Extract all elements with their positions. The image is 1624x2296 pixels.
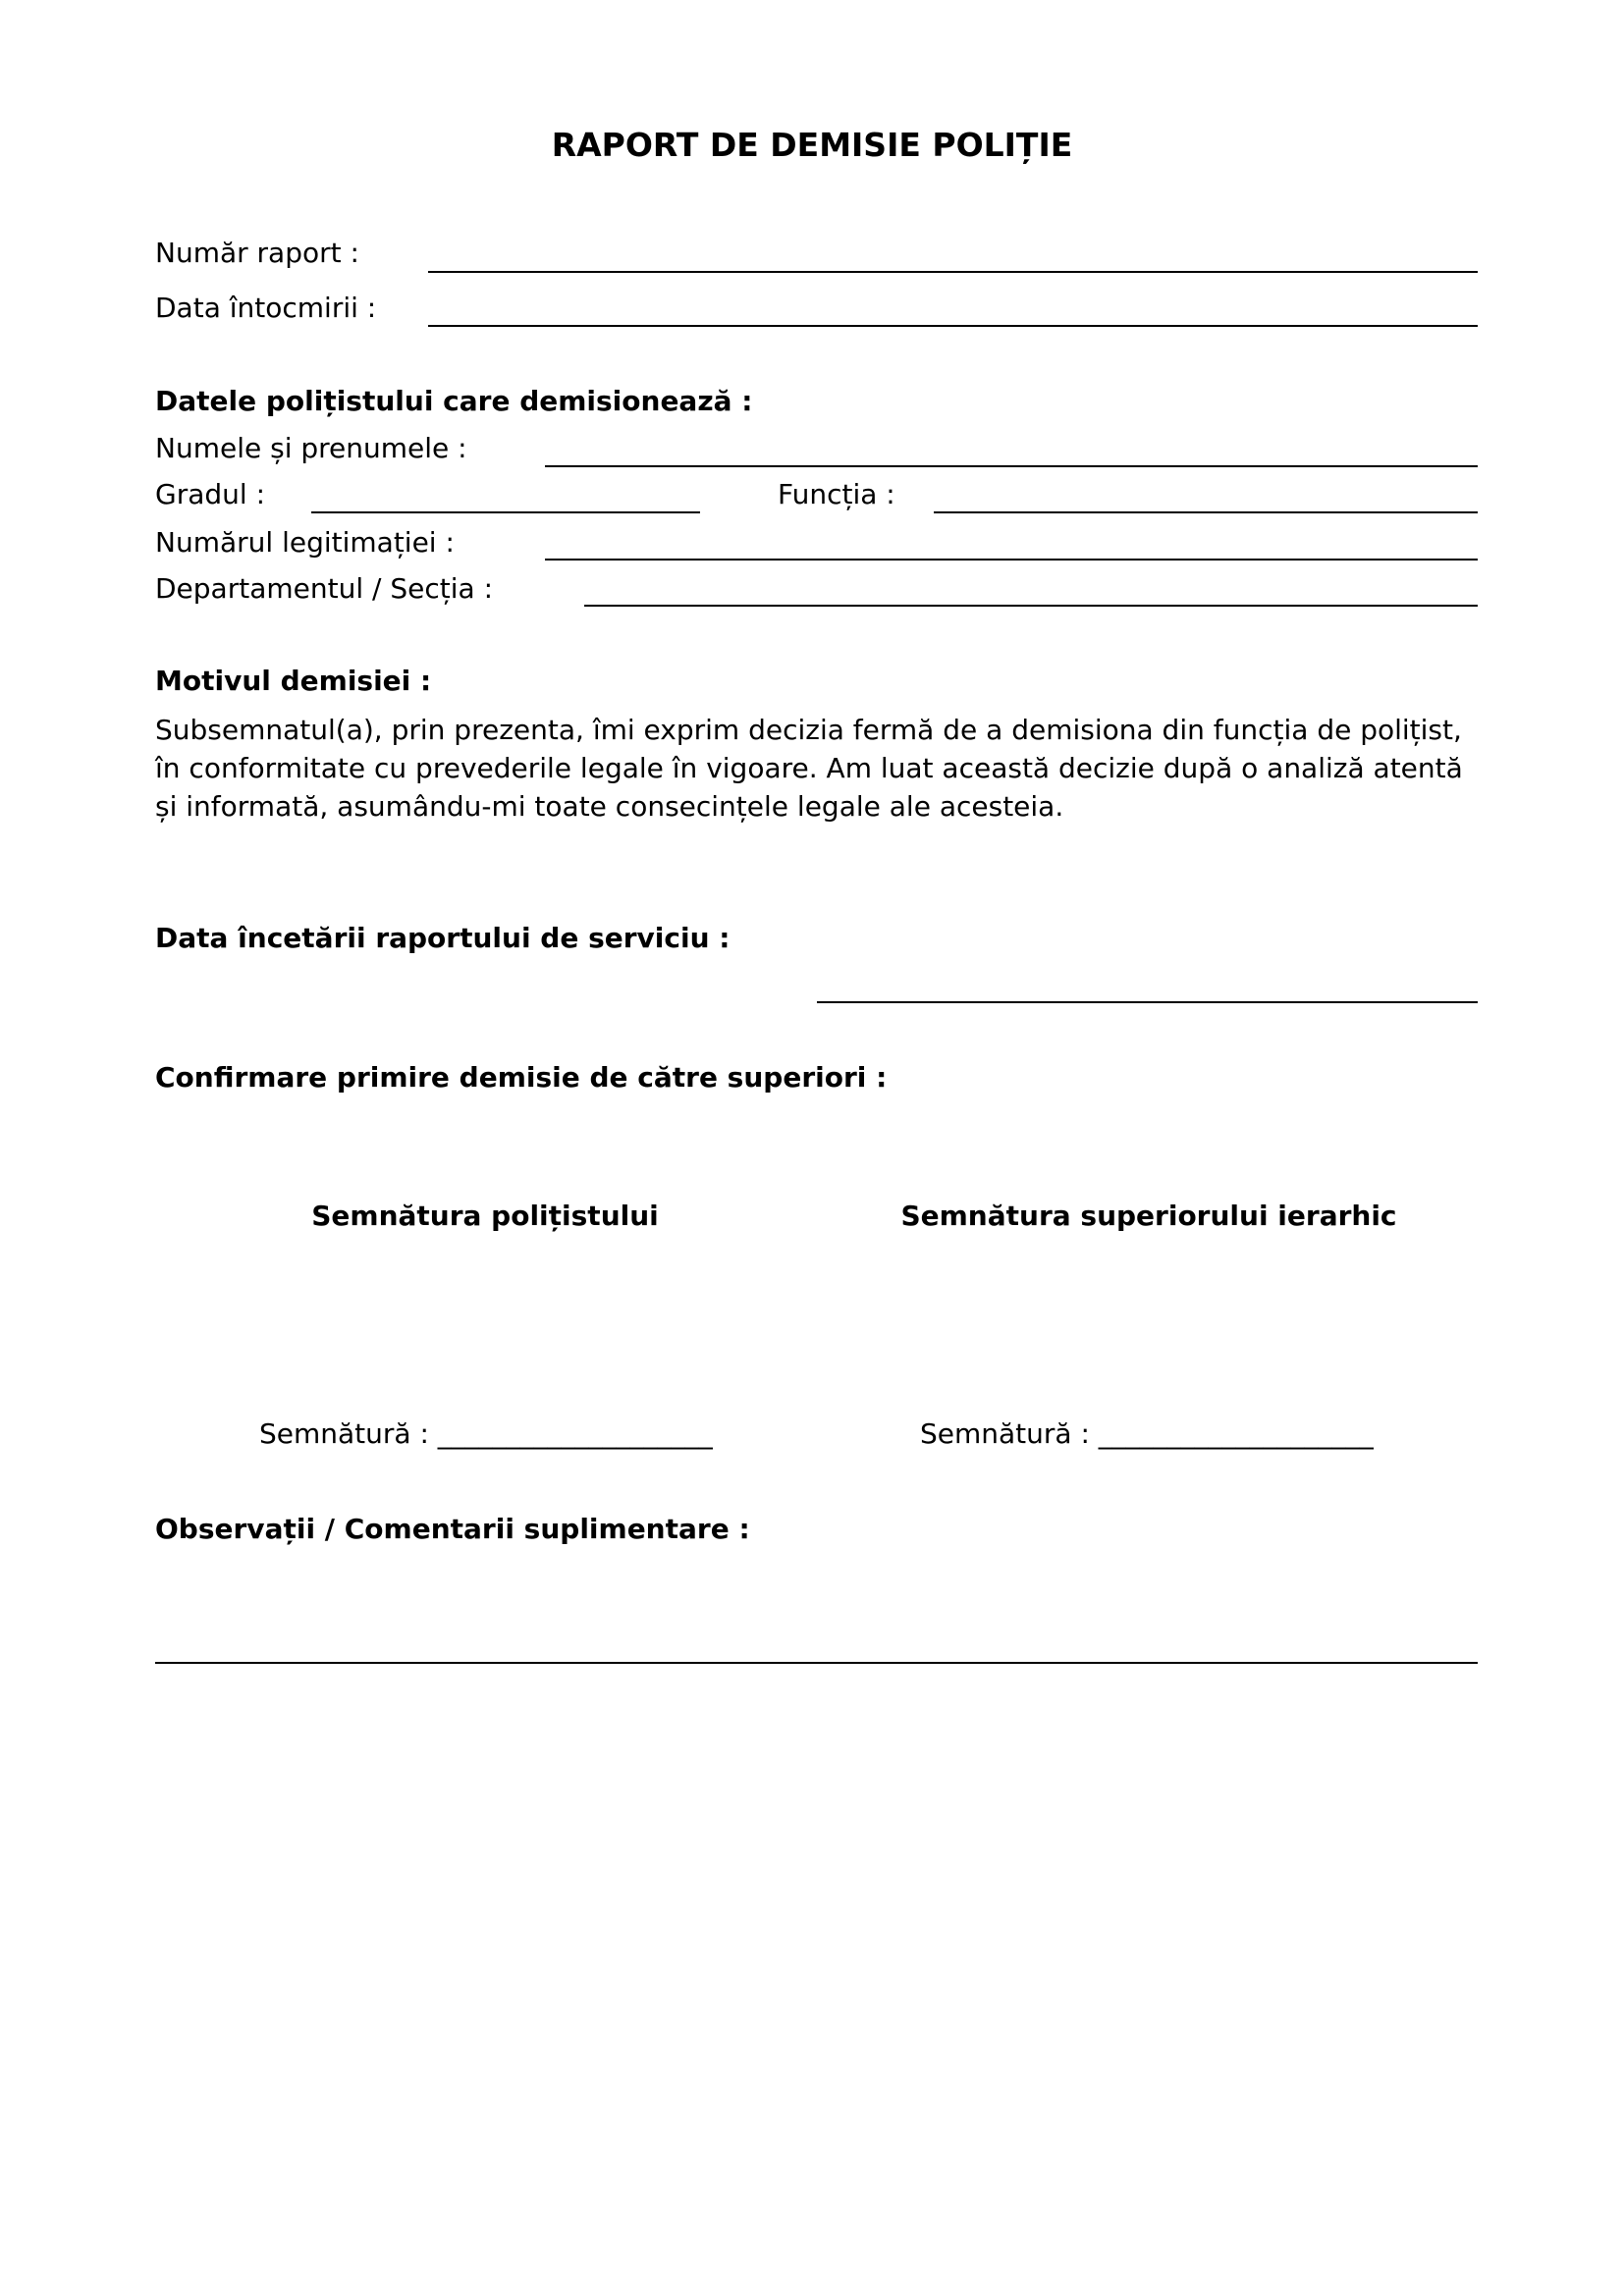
end-date-field[interactable]: [817, 1001, 1478, 1003]
numar-raport-field[interactable]: [428, 271, 1478, 273]
reason-heading: Motivul demisiei :: [155, 665, 432, 697]
superior-signature-line[interactable]: Semnătură : ____________________: [920, 1417, 1374, 1450]
officer-signature-heading: Semnătura polițistului: [311, 1200, 659, 1232]
functia-label: Funcția :: [778, 478, 895, 510]
legitimatie-field[interactable]: [545, 559, 1478, 561]
departament-label: Departamentul / Secția :: [155, 572, 493, 605]
officer-section-heading: Datele polițistului care demisionează :: [155, 385, 753, 417]
numar-raport-label: Număr raport :: [155, 237, 359, 269]
nume-prenume-label: Numele și prenumele :: [155, 432, 467, 464]
departament-field[interactable]: [584, 605, 1478, 607]
data-intocmirii-label: Data întocmirii :: [155, 292, 377, 324]
remarks-heading: Observații / Comentarii suplimentare :: [155, 1513, 750, 1545]
gradul-field[interactable]: [311, 511, 700, 513]
remarks-field[interactable]: [155, 1662, 1478, 1664]
gradul-label: Gradul :: [155, 478, 265, 510]
officer-signature-line[interactable]: Semnătură : ____________________: [259, 1417, 713, 1450]
data-intocmirii-field[interactable]: [428, 325, 1478, 327]
document-title: RAPORT DE DEMISIE POLIȚIE: [551, 126, 1073, 164]
end-date-heading: Data încetării raportului de serviciu :: [155, 922, 731, 954]
confirmation-heading: Confirmare primire demisie de către superiori :: [155, 1061, 888, 1094]
functia-field[interactable]: [934, 511, 1478, 513]
legitimatie-label: Numărul legitimației :: [155, 526, 455, 559]
nume-prenume-field[interactable]: [545, 465, 1478, 467]
reason-text: Subsemnatul(a), prin prezenta, îmi exprim decizia fermă de a demisiona din funcția de polițist, în conformitate cu prevederile legale în vigoare. Am luat această decizie după o analiză atentă și informată, asumându-mi toate consecințele legale ale acesteia.: [155, 714, 1463, 823]
superior-signature-heading: Semnătura superiorului ierarhic: [900, 1200, 1397, 1232]
